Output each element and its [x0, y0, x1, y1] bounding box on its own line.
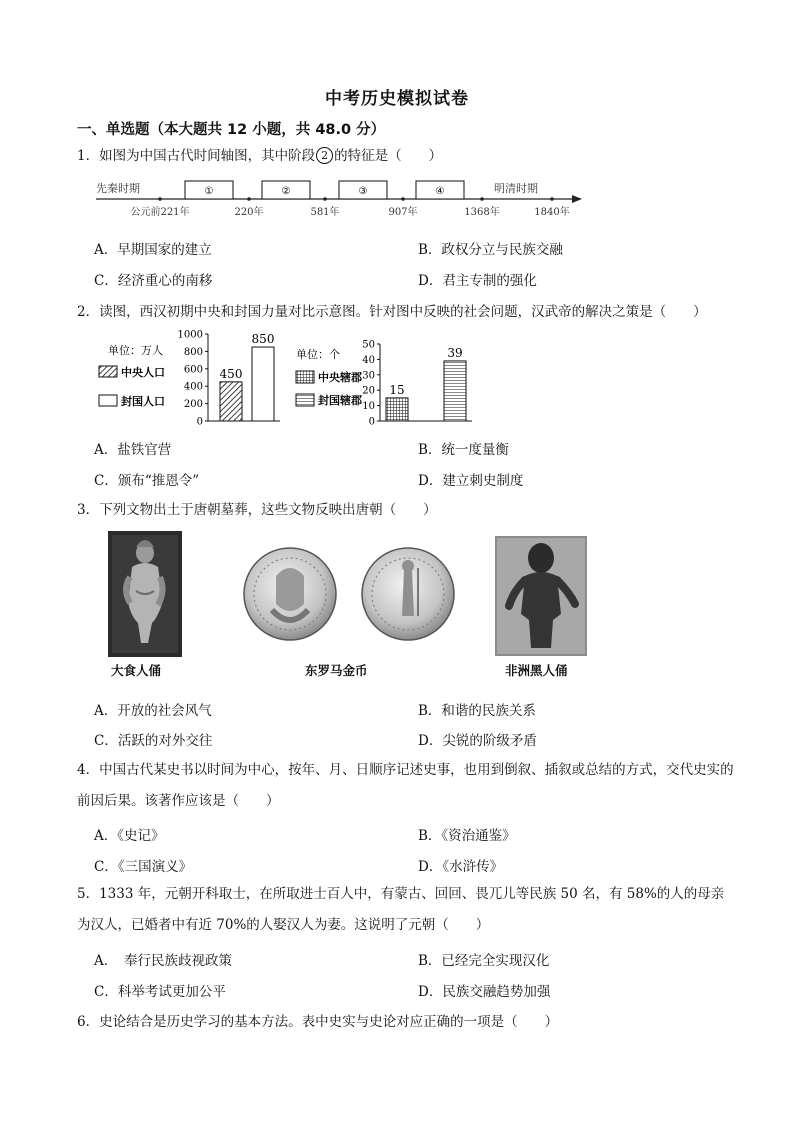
timeline-tick-4: 907年 [388, 207, 418, 218]
question-6-stem: 6．史论结合是历史学习的基本方法。表中史实与史论对应正确的一项是（ ） [77, 1014, 559, 1030]
question-4-stem: 4．中国古代某史书以时间为中心，按年、月、日顺序记述史事，也用到倒叙、插叙或总结的方式，交代史实的前因后果。该著作应该是（ ） [77, 762, 734, 809]
question-5-stem: 5．1333 年，元朝开科取士，在所取进士百人中，有蒙古、回回、畏兀儿等民族 50 名，有 58%的人的母亲为汉人，已婚者中有近 70%的人娶汉人为妻。这说明了元朝（ ） [77, 886, 725, 933]
question-3-option-d: D．尖锐的阶级矛盾 [418, 733, 537, 749]
y-tick-label: 40 [362, 354, 375, 366]
timeline-box-2-label: ② [281, 186, 291, 197]
timeline-box-4-label: ④ [435, 186, 445, 197]
question-1-option-c: C．经济重心的南移 [94, 273, 213, 289]
question-4-option-a: A．《史记》 [94, 828, 165, 844]
bar-2 [444, 361, 466, 421]
caption-roman-coin: 东罗马金币 [305, 663, 368, 678]
question-1-option-b: B．政权分立与民族交融 [418, 242, 563, 258]
y-tick-label: 0 [196, 416, 203, 428]
timeline-box-1-label: ① [204, 186, 214, 197]
bar-1 [220, 382, 242, 421]
y-tick-label: 50 [362, 339, 375, 351]
question-5-option-d: D．民族交融趋势加强 [418, 984, 551, 1000]
timeline-right-label: 明清时期 [494, 182, 538, 195]
legend-swatch-fief-commanderies [296, 394, 314, 406]
bar-2 [252, 347, 274, 421]
bar-value-label: 39 [447, 345, 463, 360]
page-title: 中考历史模拟试卷 [325, 89, 469, 109]
legend-swatch-central-population [99, 366, 117, 377]
chart-population [99, 330, 280, 428]
question-2-option-c: C．颁布“推恩令” [94, 473, 200, 489]
african-figurine-image [495, 536, 587, 656]
chart-1-unit: 单位：万人 [108, 344, 163, 357]
question-1-stem [77, 146, 442, 166]
timeline-diagram [96, 176, 586, 222]
question-3-stem: 3．下列文物出土于唐朝墓葬，这些文物反映出唐朝（ ） [77, 502, 437, 518]
chart-2-unit: 单位：个 [296, 348, 340, 361]
question-2-option-b: B．统一度量衡 [418, 442, 509, 458]
y-tick-label: 200 [183, 399, 203, 411]
chart-commanderies [296, 340, 472, 428]
caption-african-figurine: 非洲黑人俑 [505, 663, 568, 678]
question-4-option-d: D．《水浒传》 [418, 859, 504, 875]
y-tick-label: 30 [362, 370, 375, 382]
question-1-option-d: D．君主专制的强化 [418, 273, 537, 289]
y-tick-label: 800 [183, 346, 203, 358]
bar-value-label: 450 [219, 366, 243, 381]
y-tick-label: 400 [183, 381, 203, 393]
bar-1 [386, 398, 408, 421]
arab-figurine-image [108, 531, 182, 657]
question-5-option-c: C．科举考试更加公平 [94, 984, 226, 1000]
y-tick-label: 20 [362, 385, 375, 397]
question-3-option-c: C．活跃的对外交往 [94, 733, 213, 749]
y-tick-label: 0 [368, 416, 375, 428]
question-1-option-a: A．早期国家的建立 [94, 242, 212, 258]
timeline-tick-3: 581年 [310, 207, 340, 218]
legend-fief-population: 封国人口 [121, 395, 165, 408]
bar-charts [96, 326, 463, 428]
circled-number: 2 [316, 147, 333, 164]
y-tick-label: 1000 [177, 329, 203, 341]
bar-value-label: 850 [251, 332, 275, 347]
question-3-option-b: B．和谐的民族关系 [418, 703, 536, 719]
question-4-option-b: B．《资治通鉴》 [418, 828, 516, 844]
question-4-option-c: C．《三国演义》 [94, 859, 193, 875]
section-heading: 一、单选题（本大题共 12 小题，共 48.0 分） [77, 122, 386, 138]
roman-gold-coin-image [238, 546, 462, 642]
question-1-stem-a: 1．如图为中国古代时间轴图，其中阶段 [77, 148, 316, 164]
y-tick-label: 600 [183, 364, 203, 376]
y-tick-label: 10 [362, 401, 375, 413]
question-5-option-b: B．已经完全实现汉化 [418, 953, 550, 969]
question-2-stem: 2．读图，西汉初期中央和封国力量对比示意图。针对图中反映的社会问题，汉武帝的解决之策是（ ） [77, 304, 707, 320]
legend-fief-commanderies: 封国辖郡 [318, 394, 362, 407]
question-2-option-a: A．盐铁官营 [94, 442, 172, 458]
legend-central-commanderies: 中央辖郡 [318, 371, 362, 384]
caption-arab-figurine: 大食人俑 [111, 663, 162, 678]
timeline-tick-5: 1368年 [464, 207, 500, 218]
timeline-tick-1: 公元前221年 [130, 207, 190, 218]
question-2-option-d: D．建立刺史制度 [418, 473, 524, 489]
timeline-left-label: 先秦时期 [96, 182, 140, 195]
question-5-option-a: A． 奉行民族歧视政策 [94, 953, 232, 969]
timeline-box-3-label: ③ [358, 186, 368, 197]
legend-central-population: 中央人口 [121, 366, 165, 379]
question-3-option-a: A．开放的社会风气 [94, 703, 212, 719]
legend-swatch-fief-population [99, 395, 117, 406]
bar-value-label: 15 [389, 382, 405, 397]
timeline-tick-6: 1840年 [534, 207, 570, 218]
question-1-stem-b: 的特征是（ ） [334, 148, 443, 164]
legend-swatch-central-commanderies [296, 371, 314, 383]
timeline-tick-2: 220年 [234, 207, 264, 218]
